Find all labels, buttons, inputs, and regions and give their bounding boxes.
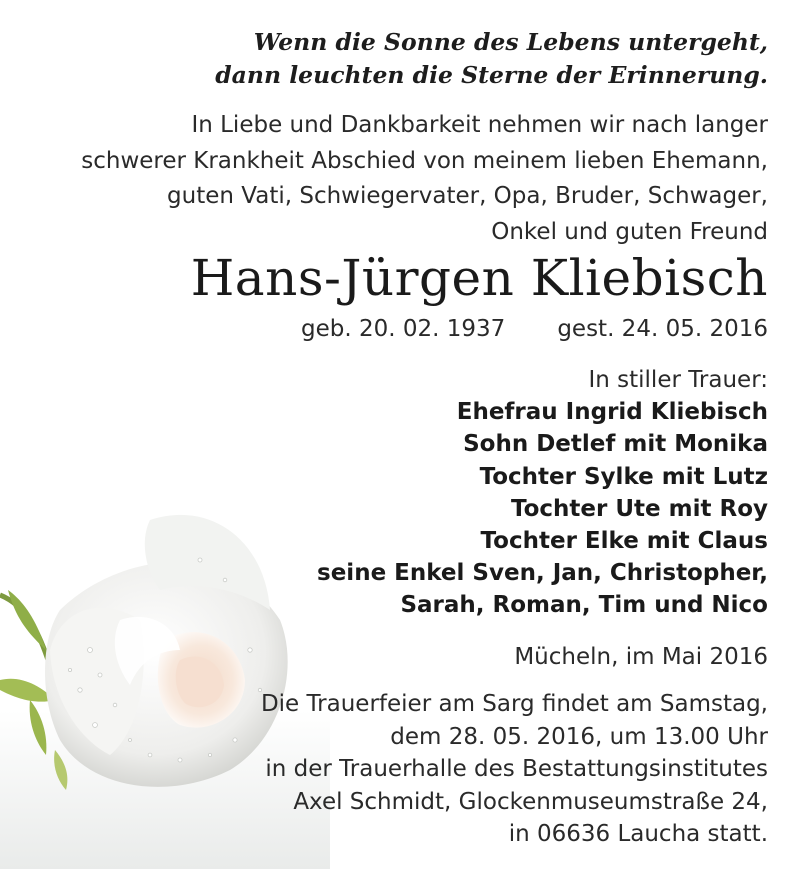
service-line: in der Trauerhalle des Bestattungsinstitutes [265, 756, 768, 782]
service-line: Die Trauerfeier am Sarg findet am Samstag, [260, 691, 768, 717]
service-line: Axel Schmidt, Glockenmuseumstraße 24, [293, 788, 768, 815]
intro-line: In Liebe und Dankbarkeit nehmen wir nach langer [191, 112, 768, 138]
mourner-line: Tochter Sylke mit Lutz [479, 463, 768, 490]
quote-line: dann leuchten die Sterne der Erinnerung. [215, 61, 768, 89]
mourner-line: Tochter Elke mit Claus [480, 528, 768, 555]
funeral-service-info [261, 688, 768, 851]
place-date: Mücheln, im Mai 2016 [514, 644, 768, 670]
memorial-quote [215, 26, 768, 92]
mourner-line: Sohn Detlef mit Monika [463, 431, 768, 458]
life-dates [301, 312, 768, 346]
quote-line: Wenn die Sonne des Lebens untergeht, [253, 28, 768, 56]
mourner-line: Ehefrau Ingrid Kliebisch [456, 399, 768, 426]
birth-date: geb. 20. 02. 1937 [301, 316, 506, 342]
mourners-list [317, 364, 768, 622]
mourners-lead: In stiller Trauer: [588, 367, 768, 393]
intro-line: Onkel und guten Freund [491, 218, 768, 245]
mourner-line: Sarah, Roman, Tim und Nico [400, 592, 768, 619]
intro-line: schwerer Krankheit Abschied von meinem lieben Ehemann, [81, 147, 768, 174]
mourner-line: Tochter Ute mit Roy [510, 495, 768, 522]
intro-line: guten Vati, Schwiegervater, Opa, Bruder, Schwager, [167, 183, 768, 209]
deceased-name: Hans-Jürgen Kliebisch [190, 249, 768, 307]
death-date: gest. 24. 05. 2016 [557, 316, 768, 342]
mourner-line: seine Enkel Sven, Jan, Christopher, [317, 560, 768, 587]
intro-text [81, 108, 768, 250]
service-line: dem 28. 05. 2016, um 13.00 Uhr [390, 723, 768, 750]
service-line: in 06636 Laucha statt. [508, 821, 768, 847]
